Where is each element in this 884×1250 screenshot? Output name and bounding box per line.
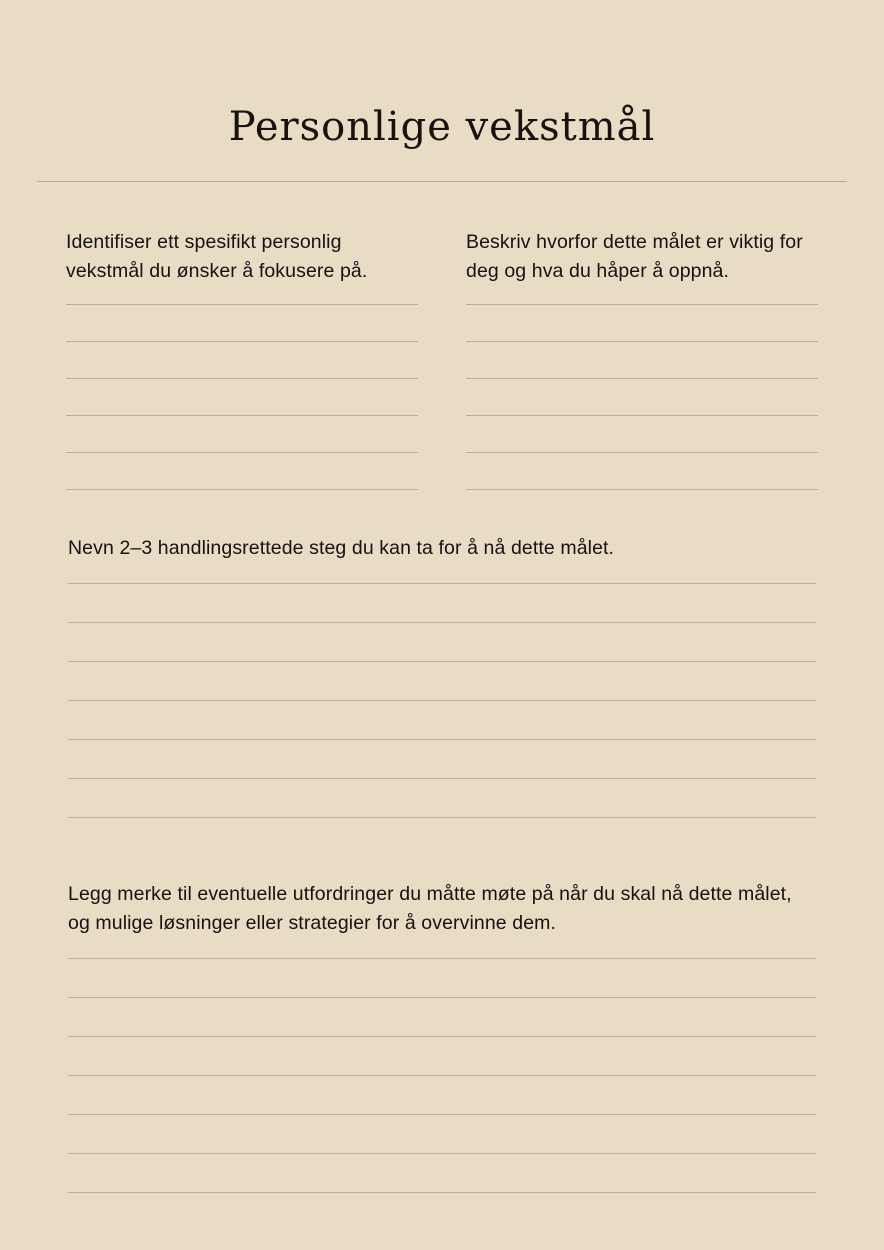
writing-line[interactable]: [68, 1115, 816, 1154]
writing-line[interactable]: [68, 740, 816, 779]
writing-line[interactable]: [66, 453, 418, 490]
answer-lines-identify-goal[interactable]: [66, 304, 418, 490]
writing-line[interactable]: [66, 416, 418, 453]
prompt-why-important: Beskriv hvorfor dette målet er viktig for deg og hva du håper å oppnå.: [466, 231, 803, 282]
writing-line[interactable]: [466, 342, 818, 379]
section-action-steps: [0, 534, 884, 818]
section-why-important: [466, 228, 818, 490]
top-section-row: [0, 228, 884, 490]
writing-line[interactable]: [68, 623, 816, 662]
writing-line[interactable]: [68, 1154, 816, 1193]
writing-line[interactable]: [68, 662, 816, 701]
writing-line[interactable]: [66, 342, 418, 379]
writing-line[interactable]: [466, 453, 818, 490]
writing-line[interactable]: [68, 583, 816, 623]
section-identify-goal: [66, 228, 418, 490]
header-divider: [37, 181, 847, 182]
answer-lines-why-important[interactable]: [466, 304, 818, 490]
answer-lines-action-steps[interactable]: [68, 583, 816, 818]
prompt-action-steps: Nevn 2–3 handlingsrettede steg du kan ta for å nå dette målet.: [68, 537, 615, 559]
writing-line[interactable]: [66, 379, 418, 416]
writing-line[interactable]: [66, 304, 418, 342]
writing-line[interactable]: [68, 701, 816, 740]
writing-line[interactable]: [68, 1076, 816, 1115]
writing-line[interactable]: [68, 1037, 816, 1076]
page-title: Personlige vekstmål: [228, 104, 656, 150]
section-challenges: [0, 880, 884, 1193]
writing-line[interactable]: [466, 416, 818, 453]
answer-lines-challenges[interactable]: [68, 958, 816, 1193]
prompt-challenges: Legg merke til eventuelle utfordringer du måtte møte på når du skal nå dette målet, og mulige løsninger eller strategier for å overvinne dem.: [68, 883, 792, 934]
writing-line[interactable]: [68, 779, 816, 818]
writing-line[interactable]: [68, 958, 816, 998]
writing-line[interactable]: [466, 304, 818, 342]
prompt-identify-goal: Identifiser ett spesifikt personlig vekstmål du ønsker å fokusere på.: [66, 231, 368, 282]
writing-line[interactable]: [68, 998, 816, 1037]
worksheet-content: [0, 228, 884, 1193]
writing-line[interactable]: [466, 379, 818, 416]
